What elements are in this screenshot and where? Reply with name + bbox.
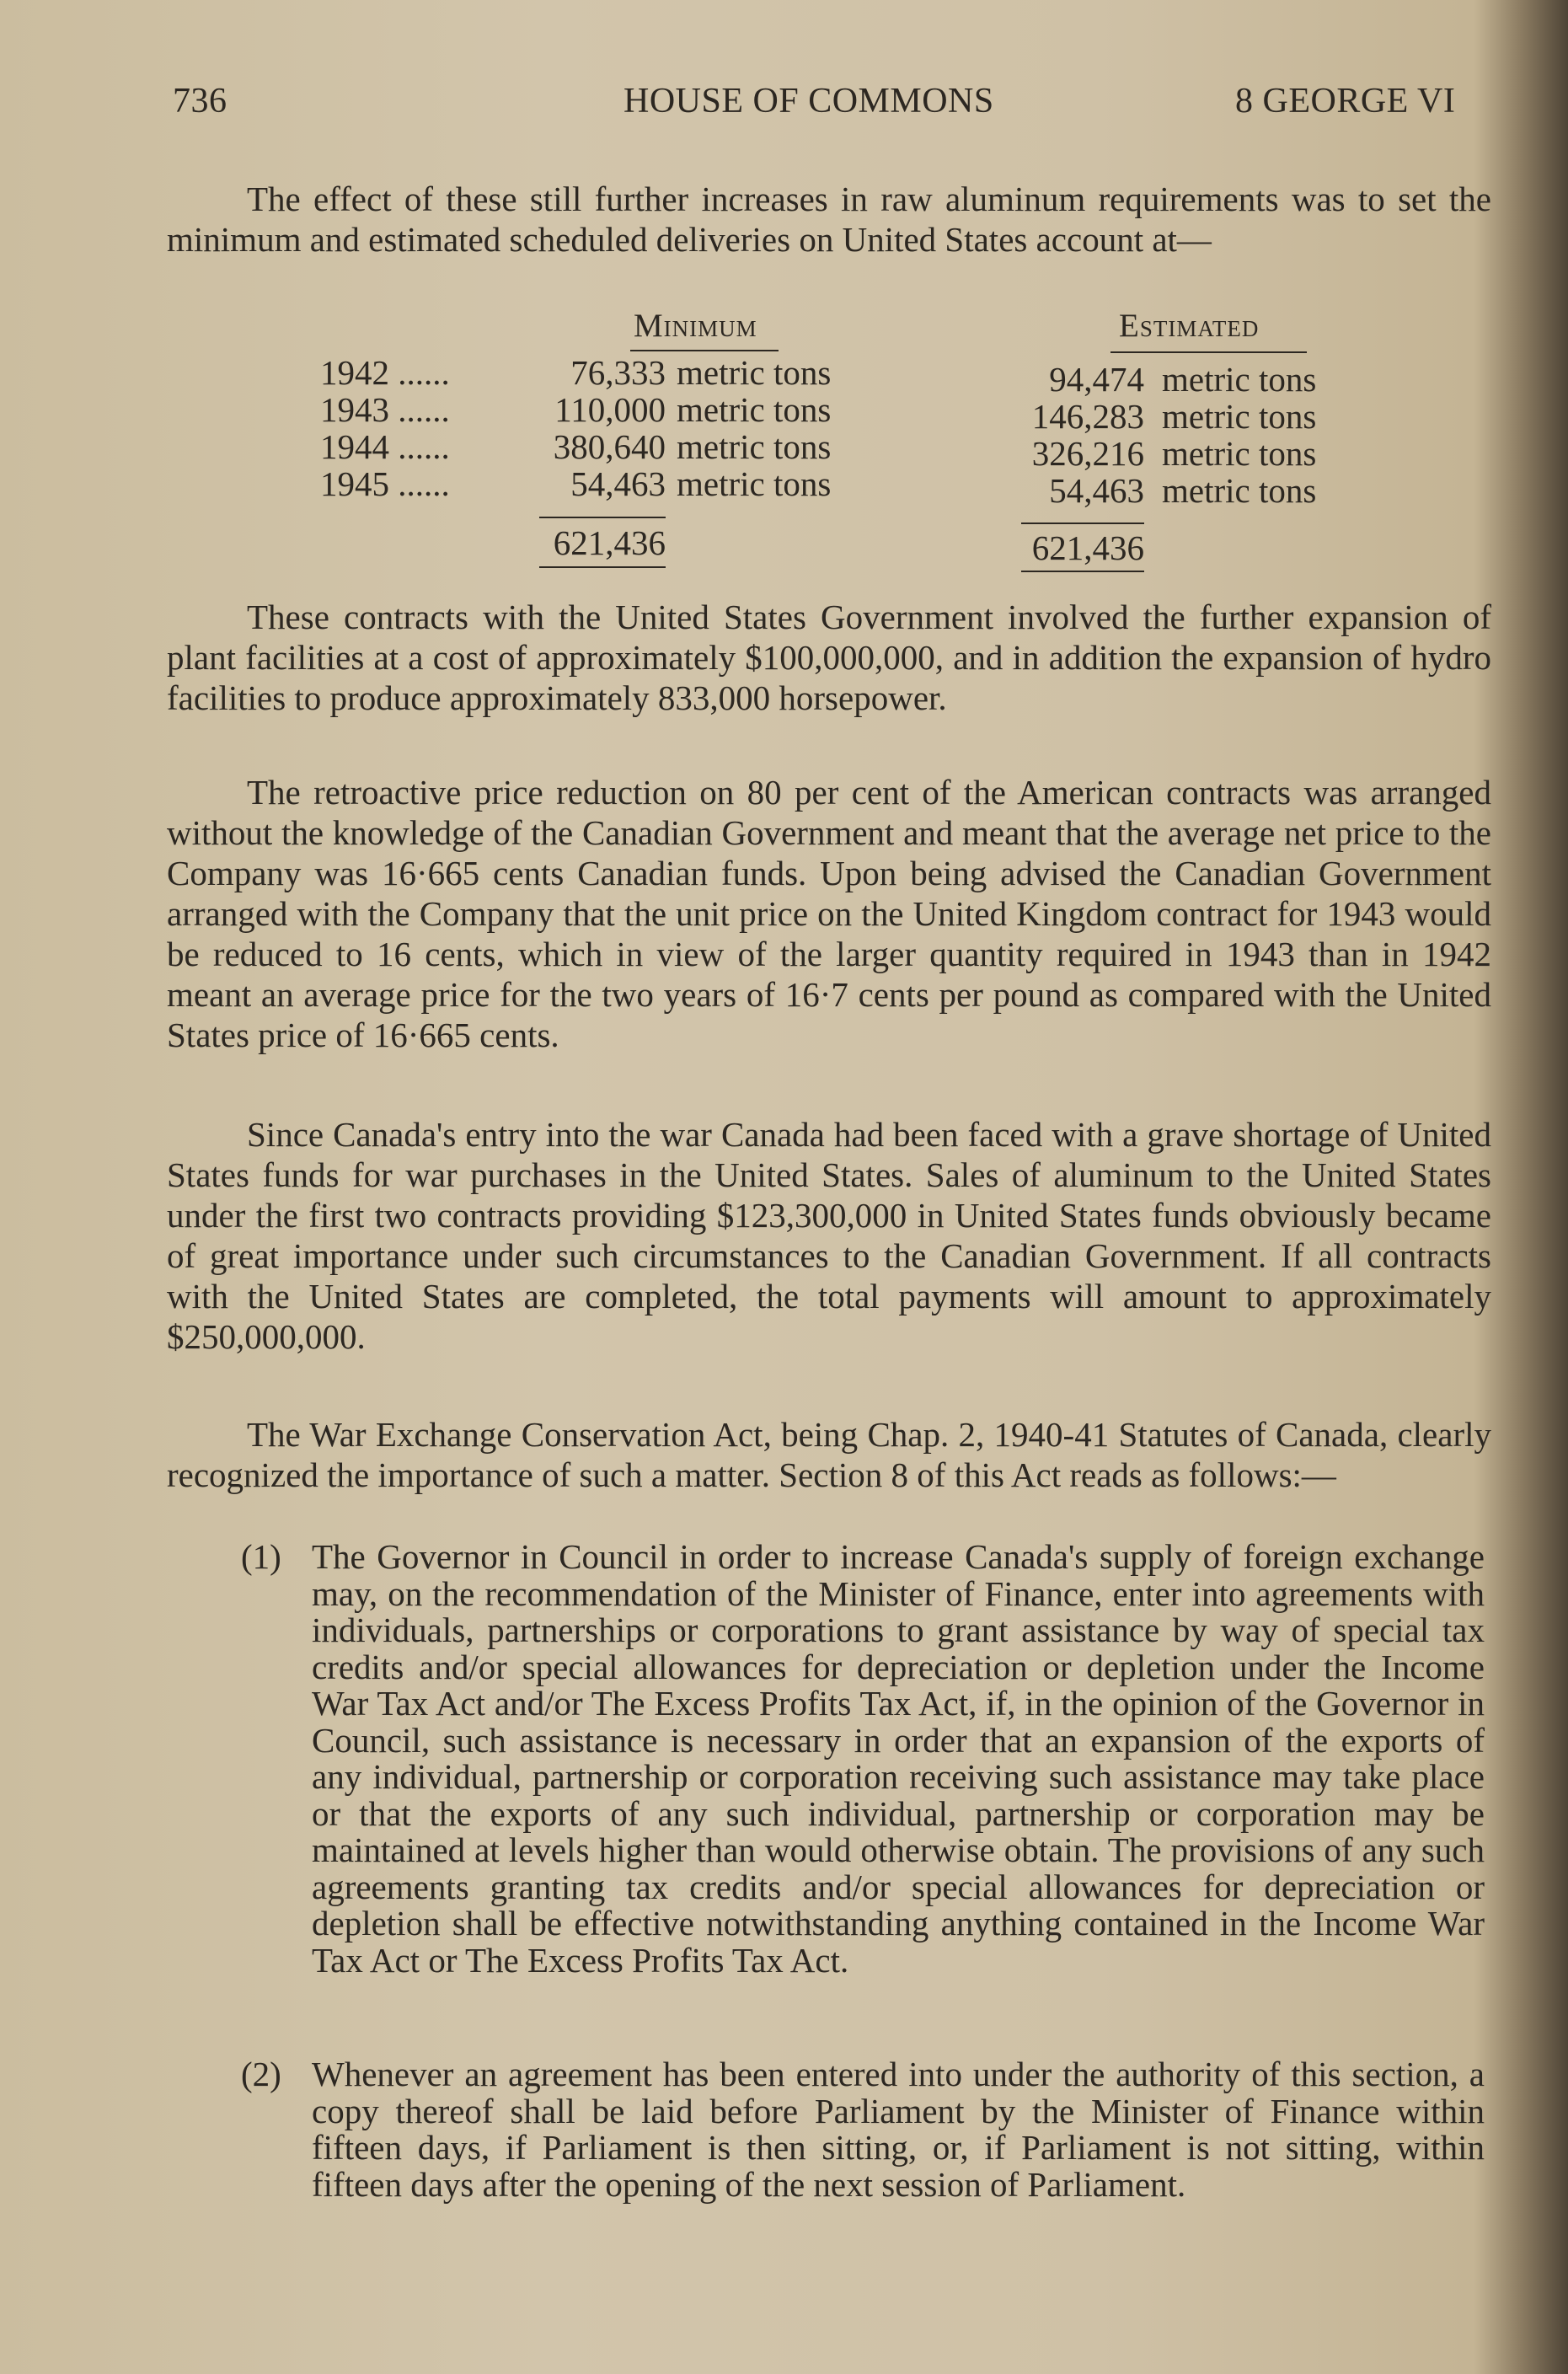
paragraph-intro: The effect of these still further increases in raw aluminum requirements was to set the minimum and estimated scheduled deliveries on United States account at— [167, 180, 1491, 259]
minimum-unit: metric tons [677, 390, 832, 429]
estimated-unit: metric tons [1162, 471, 1317, 510]
year-cell: 1943 ...... [320, 390, 450, 429]
estimated-value: 146,283 [1031, 397, 1144, 436]
estimated-unit: metric tons [1162, 397, 1317, 436]
paragraph-contracts: These contracts with the United States Government involved the further expansion of plant facilities at a cost of approximately $100,000,000, and in addition the expansion of hydro facilities to produce approximately 833,000 horsepower. [167, 598, 1491, 717]
estimated-column-header: Estimated [1119, 308, 1260, 344]
estimated-unit: metric tons [1162, 434, 1317, 473]
minimum-unit: metric tons [677, 464, 832, 503]
paragraph-us-funds: Since Canada's entry into the war Canada had been faced with a grave shortage of United States funds for war purchases in the United States. Sales of aluminum to the United States under the first two contracts providing $123,300,000 in United States funds obviously became of great importance under such circumstances to the Canadian Government. If all contracts with the United States are completed, the total payments will amount to approximately $250,000,000. [167, 1115, 1491, 1356]
estimated-value: 54,463 [1049, 471, 1144, 510]
running-head-session: 8 GEORGE VI [1235, 82, 1456, 121]
minimum-total-underline [539, 566, 666, 568]
year-cell: 1945 ...... [320, 464, 450, 503]
estimated-value: 326,216 [1031, 434, 1144, 473]
estimated-value: 94,474 [1049, 360, 1144, 399]
subsection-number: (2) [241, 2055, 281, 2093]
minimum-value: 110,000 [554, 390, 666, 429]
subsection-text: Whenever an agreement has been entered into under the authority of this section, a copy thereof shall be laid before Parliament by the Minister of Finance within fifteen days, if Parliament is then sitting, or, if Parliament is not sitting, within fifteen days after the opening of the next session of Parliament. [312, 2055, 1485, 2204]
minimum-total: 621,436 [553, 523, 666, 562]
table-row [0, 427, 1568, 473]
minimum-value: 76,333 [570, 353, 666, 392]
minimum-total-rule [539, 517, 666, 518]
minimum-header-rule [630, 350, 779, 351]
minimum-value: 54,463 [570, 464, 666, 503]
estimated-total-underline [1021, 571, 1144, 572]
table-row [0, 464, 1568, 510]
estimated-total: 621,436 [1031, 528, 1144, 567]
table-body [0, 354, 1568, 514]
table-row [0, 353, 1568, 399]
subsection-number: (1) [241, 1537, 281, 1576]
paragraph-war-exchange-act: The War Exchange Conservation Act, being Chap. 2, 1940-41 Statutes of Canada, clearly recognized the importance of such a matter. Section 8 of this Act reads as follows:— [167, 1415, 1491, 1494]
subsection-text: The Governor in Council in order to increase Canada's supply of foreign exchange may, on the recommendation of the Minister of Finance, enter into agreements with individuals, partnerships or corporations to grant assistance by way of special tax credits and/or special allowances for depreciation or depletion under the Income War Tax Act and/or The Excess Profits Tax Act, if, in the opinion of the Governor in Council, such assistance is necessary in order that an expansion of the exports of any individual, partnership or corporation receiving such assistance may take place or that the exports of any such individual, partnership or corporation may be maintained at levels higher than would otherwise obtain. The provisions of any such agreements granting tax credits and/or special allowances for depreciation or depletion shall be effective notwithstanding anything contained in the Income War Tax Act or The Excess Profits Tax Act. [312, 1537, 1485, 1980]
paragraph-price-reduction: The retroactive price reduction on 80 per cent of the American contracts was arranged without the knowledge of the Canadian Government and meant that the average net price to the Company was 16·665 cents Canadian funds. Upon being advised the Canadian Government arranged with the Company that the unit price on the United Kingdom contract for 1943 would be reduced to 16 cents, which in view of the larger quantity required in 1943 than in 1942 meant an average price for the two years of 16·7 cents per pound as compared with the United States price of 16·665 cents. [167, 773, 1491, 1054]
minimum-column-header: Minimum [634, 308, 757, 344]
page-number: 736 [173, 82, 227, 121]
table-row [0, 390, 1568, 436]
minimum-value: 380,640 [553, 427, 666, 466]
running-head-title: HOUSE OF COMMONS [623, 82, 994, 121]
year-cell: 1942 ...... [320, 353, 450, 392]
minimum-unit: metric tons [677, 353, 832, 392]
estimated-total-rule [1021, 522, 1144, 524]
minimum-unit: metric tons [677, 427, 832, 466]
year-cell: 1944 ...... [320, 427, 450, 466]
estimated-header-rule [1110, 351, 1307, 353]
estimated-unit: metric tons [1162, 360, 1317, 399]
